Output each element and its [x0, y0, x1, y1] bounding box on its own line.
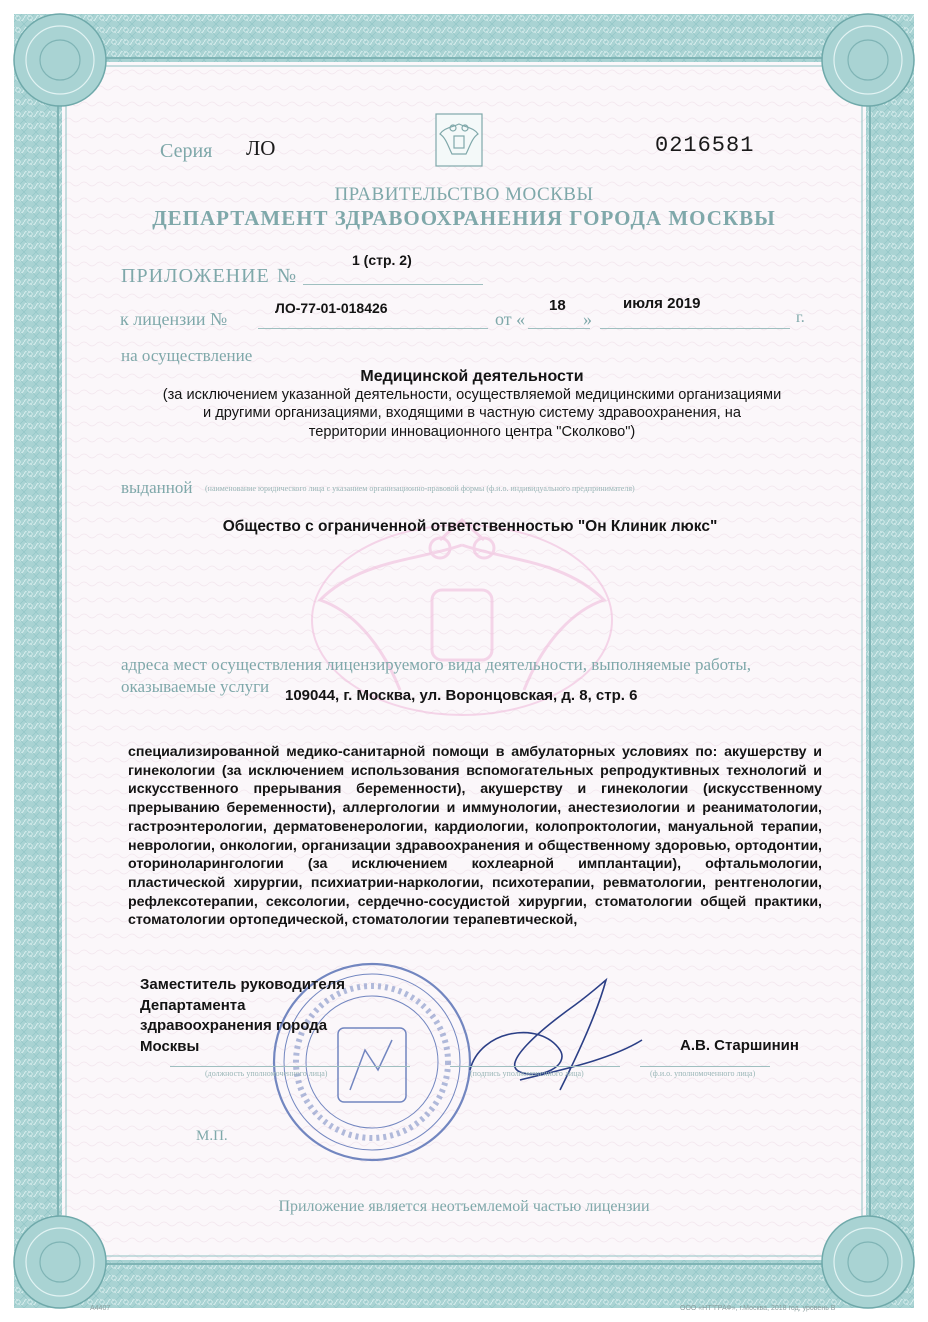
- appendix-label: ПРИЛОЖЕНИЕ: [121, 265, 270, 287]
- footer-note: Приложение является неотъемлемой частью лицензии: [278, 1198, 650, 1215]
- caption-position: (должность уполномоченного лица): [205, 1069, 328, 1078]
- activity-note-line: территории инновационного центра "Сколково"): [308, 423, 636, 440]
- series-label: Серия: [160, 140, 213, 162]
- coat-of-arms-icon: [436, 114, 482, 166]
- series-value: ЛО: [246, 136, 276, 160]
- addresses-label-line1: адреса мест осуществления лицензируемого вида деятельности, выполняемые работы,: [121, 655, 752, 674]
- caption-name: (ф.и.о. уполномоченного лица): [650, 1069, 756, 1078]
- license-close-quote: »: [583, 309, 592, 329]
- license-from-label: от «: [495, 309, 526, 329]
- corner-rosette-top-left: [14, 14, 106, 106]
- license-month-year: июля 2019: [623, 295, 701, 312]
- license-number: ЛО-77-01-018426: [275, 300, 388, 316]
- activity-note-line: и другими организациями, входящими в частную систему здравоохранения, на: [203, 405, 741, 422]
- document-number: 0216581: [655, 133, 755, 158]
- government-title: ПРАВИТЕЛЬСТВО МОСКВЫ: [334, 184, 594, 205]
- addresses-label-line2: оказываемые услуги: [121, 677, 270, 696]
- activity-note: [0, 386, 928, 441]
- department-title: ДЕПАРТАМЕНТ ЗДРАВООХРАНЕНИЯ ГОРОДА МОСКВЫ: [152, 206, 776, 230]
- form-code: А4407: [90, 1305, 111, 1312]
- license-label: к лицензии №: [120, 309, 228, 329]
- license-year-suffix: г.: [796, 309, 805, 326]
- signer-position: [140, 975, 345, 1057]
- activity-note-line: (за исключением указанной деятельности, осуществляемой медицинскими организациями: [162, 387, 782, 403]
- license-day: 18: [549, 297, 566, 314]
- appendix-no-sign: №: [277, 265, 297, 287]
- signer-position-line: Москвы: [140, 1037, 200, 1055]
- corner-rosette-bottom-left: [14, 1216, 106, 1308]
- appendix-number: 1 (стр. 2): [352, 252, 412, 268]
- signer-position-line: Заместитель руководителя: [140, 976, 345, 993]
- printer-imprint: ООО «НТ"ГРАФ», г.Москва, 2018 год, уровень В: [680, 1305, 836, 1312]
- caption-signature: (подпись уполномоченного лица): [470, 1069, 584, 1078]
- issued-label: выданной: [121, 478, 193, 497]
- signer-position-line: здравоохранения города: [140, 1017, 328, 1034]
- issued-caption: (наименование юридического лица с указанием организационно-правовой формы (ф.и.о. индивидуального предпринимателя): [205, 484, 635, 493]
- organization-name: Общество с ограниченной ответственностью "Он Клиник люкс": [222, 518, 718, 535]
- corner-rosette-top-right: [822, 14, 914, 106]
- signer-name: А.В. Старшинин: [680, 1037, 799, 1054]
- address-value: 109044, г. Москва, ул. Воронцовская, д. 8, стр. 6: [285, 687, 638, 704]
- services-list: специализированной медико-санитарной помощи в амбулаторных условиях по: акушерству и гинекологии (за исключением использования вспомогательных репродуктивных технологий и искусственного прерывания беременности), акушерству и гинекологии (искусственному прерыванию беременности), аллергологии и иммунологии, анестезиологии и реаниматологии, гастроэнтерологии, дерматовенерологии, кардиологии, колопроктологии, мануальной терапии, неврологии, онкологии, организации здравоохранения и общественному здоровью, ортодонтии, оториноларингологии (за исключением кохлеарной имплантации), офтальмологии, пластической хирургии, психиатрии-наркологии, психотерапии, ревматологии, рентгенологии, рефлексотерапии, сексологии, сердечно-сосудистой хирургии, стоматологии общей практики, стоматологии ортопедической, стоматологии терапевтической,: [128, 744, 822, 929]
- seal-place-label: М.П.: [196, 1128, 228, 1144]
- corner-rosette-bottom-right: [822, 1216, 914, 1308]
- activity-title: Медицинской деятельности: [360, 368, 584, 385]
- activity-label: на осуществление: [121, 346, 253, 365]
- signer-position-line: Департамента: [140, 996, 246, 1014]
